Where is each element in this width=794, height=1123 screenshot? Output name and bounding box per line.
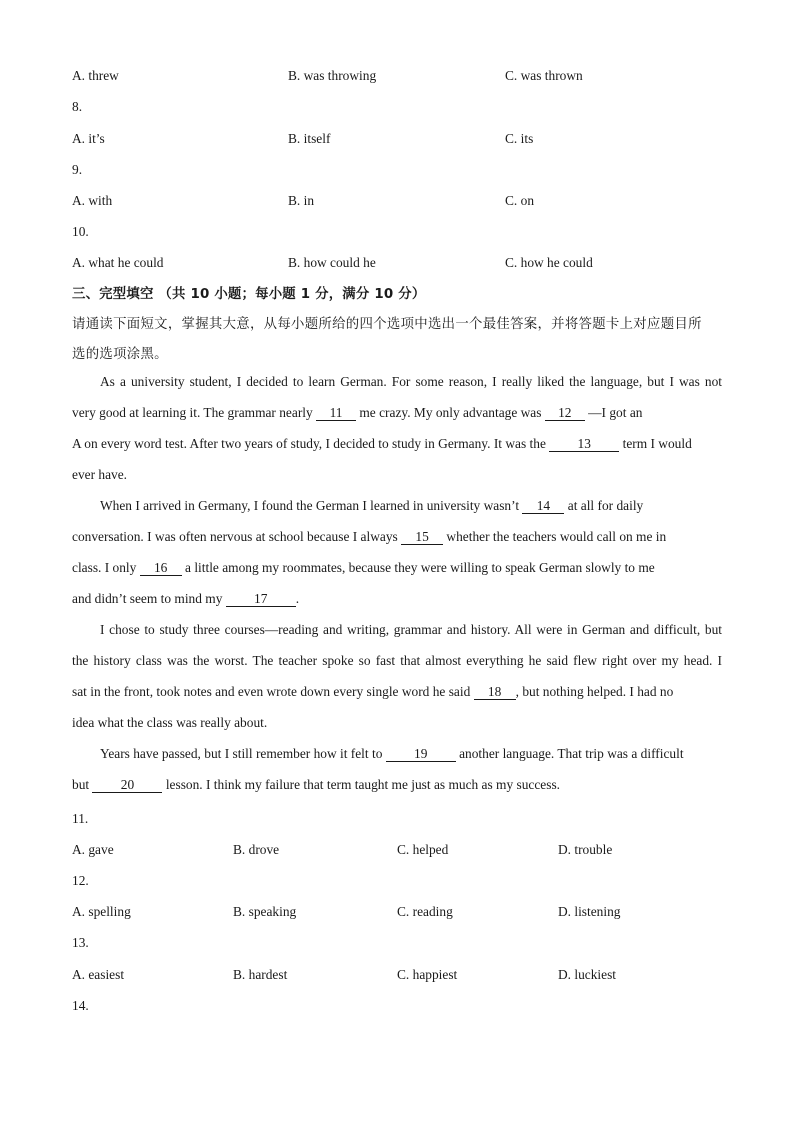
q11-number: 11. xyxy=(72,811,89,826)
passage-p3-line2: the history class was the worst. The teacher spoke so fast that almost everything he said flew right over my head. I xyxy=(72,653,722,668)
blank-13[interactable]: 13 xyxy=(549,437,619,452)
q12-option-d[interactable]: D. listening xyxy=(558,904,621,919)
q12-option-c[interactable]: C. reading xyxy=(397,904,453,919)
q12-option-a[interactable]: A. spelling xyxy=(72,904,131,919)
q9-number: 9. xyxy=(72,162,83,177)
section-heading: 三、完型填空 （共 10 小题；每小题 1 分，满分 10 分） xyxy=(72,287,426,302)
q13-option-c[interactable]: C. happiest xyxy=(397,967,458,982)
blank-16[interactable]: 16 xyxy=(140,561,182,576)
q11-option-a[interactable]: A. gave xyxy=(72,842,114,857)
q10-number: 10. xyxy=(72,224,89,239)
q10-option-b[interactable]: B. how could he xyxy=(288,255,376,270)
blank-18[interactable]: 18 xyxy=(474,685,516,700)
section-instruction-line2: 选的选项涂黑。 xyxy=(72,347,168,362)
blank-12[interactable]: 12 xyxy=(545,406,585,421)
q13-option-d[interactable]: D. luckiest xyxy=(558,967,617,982)
q11-option-c[interactable]: C. helped xyxy=(397,842,449,857)
blank-11[interactable]: 11 xyxy=(316,406,356,421)
blank-15[interactable]: 15 xyxy=(401,530,443,545)
q14-number: 14. xyxy=(72,998,89,1013)
q9-option-b[interactable]: B. in xyxy=(288,193,315,208)
q9-option-c[interactable]: C. on xyxy=(505,193,535,208)
passage-p2-line3: class. I only 16 a little among my roommates, because they were willing to speak German slowly to me xyxy=(72,560,655,575)
q13-number: 13. xyxy=(72,935,89,950)
q12-number: 12. xyxy=(72,873,89,888)
blank-20[interactable]: 20 xyxy=(92,778,162,793)
passage xyxy=(72,366,722,800)
passage-p4-line1: Years have passed, but I still remember how it felt to 19 another language. That trip was a difficult xyxy=(100,746,684,761)
passage-p2-line2: conversation. I was often nervous at school because I always 15 whether the teachers would call on me in xyxy=(72,529,667,544)
passage-p1-line4: ever have. xyxy=(72,467,128,482)
q11-option-d[interactable]: D. trouble xyxy=(558,842,613,857)
passage-p2-line4: and didn’t seem to mind my 17 . xyxy=(72,591,300,606)
passage-p1-line1: As a university student, I decided to learn German. For some reason, I really liked the language, but I was not xyxy=(100,374,722,389)
passage-p1-line2: very good at learning it. The grammar nearly 11 me crazy. My only advantage was 12 —I got an xyxy=(72,405,643,420)
passage-p3-line4: idea what the class was really about. xyxy=(72,715,268,730)
blank-17[interactable]: 17 xyxy=(226,592,296,607)
blank-19[interactable]: 19 xyxy=(386,747,456,762)
q10-option-c[interactable]: C. how he could xyxy=(505,255,593,270)
section-instruction-line1: 请通读下面短文，掌握其大意，从每小题所给的四个选项中选出一个最佳答案，并将答题卡上对应题目所 xyxy=(72,317,702,332)
blank-14[interactable]: 14 xyxy=(522,499,564,514)
q13-option-b[interactable]: B. hardest xyxy=(233,967,288,982)
q8-option-b[interactable]: B. itself xyxy=(288,131,331,146)
passage-p3-line3: sat in the front, took notes and even wrote down every single word he said 18 , but nothing helped. I had no xyxy=(72,684,674,699)
passage-p2-line1: When I arrived in Germany, I found the German I learned in university wasn’t 14 at all for daily xyxy=(100,498,644,513)
q11-option-b[interactable]: B. drove xyxy=(233,842,280,857)
passage-p3-line1: I chose to study three courses—reading and writing, grammar and history. All were in German and difficult, but xyxy=(100,622,722,637)
q8-option-a[interactable]: A. it’s xyxy=(72,131,105,146)
q10-option-a[interactable]: A. what he could xyxy=(72,255,164,270)
q9-option-a[interactable]: A. with xyxy=(72,193,113,208)
q7-option-b[interactable]: B. was throwing xyxy=(288,68,377,83)
q13-option-a[interactable]: A. easiest xyxy=(72,967,125,982)
q8-number: 8. xyxy=(72,99,83,114)
q8-option-c[interactable]: C. its xyxy=(505,131,534,146)
q7-option-a[interactable]: A. threw xyxy=(72,68,119,83)
passage-p4-line2: but 20 lesson. I think my failure that term taught me just as much as my success. xyxy=(72,777,561,792)
q7-option-c[interactable]: C. was thrown xyxy=(505,68,583,83)
q12-option-b[interactable]: B. speaking xyxy=(233,904,297,919)
passage-p1-line3: A on every word test. After two years of study, I decided to study in Germany. It was the 13 term I would xyxy=(72,436,692,451)
